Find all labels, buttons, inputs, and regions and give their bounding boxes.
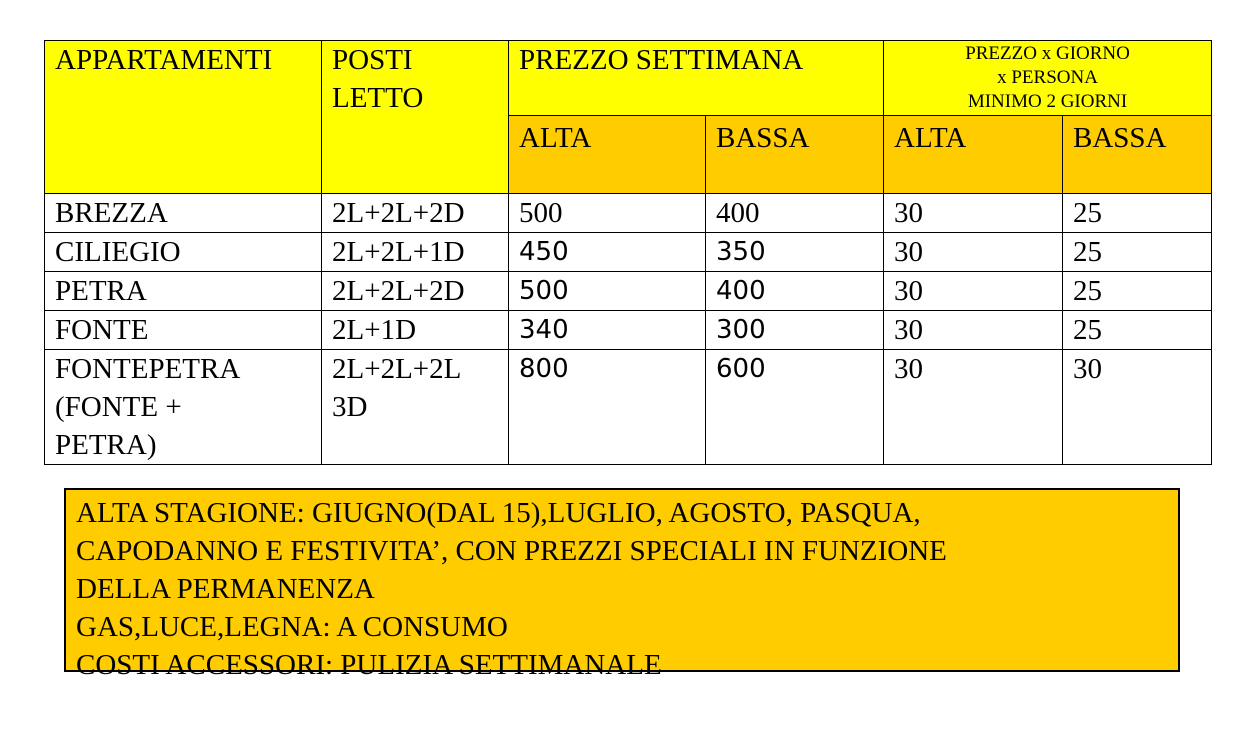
table-row	[45, 311, 1212, 350]
notes-line: DELLA PERMANENZA	[76, 573, 375, 605]
day-high-price: 30	[884, 350, 1063, 465]
beds-value: 2L+2L+2D	[322, 272, 509, 311]
apartment-name-line2: (FONTE +	[55, 391, 182, 423]
day-high-price: 30	[884, 233, 1063, 272]
price-table	[44, 40, 1212, 465]
week-high-price: 450	[509, 233, 706, 272]
header-beds-line2: LETTO	[332, 82, 424, 114]
subheader-week-low: BASSA	[706, 116, 884, 194]
apartment-name: CILIEGIO	[45, 233, 322, 272]
week-low-price: 600	[706, 350, 884, 465]
day-low-price: 30	[1063, 350, 1212, 465]
header-day-price	[884, 41, 1212, 116]
notes-line: CAPODANNO E FESTIVITA’, CON PREZZI SPECIALI IN FUNZIONE	[76, 535, 947, 567]
subheader-day-low: BASSA	[1063, 116, 1212, 194]
header-apartments: APPARTAMENTI	[45, 41, 322, 194]
table-row	[45, 233, 1212, 272]
apartment-name: PETRA	[45, 272, 322, 311]
week-low-price: 300	[706, 311, 884, 350]
beds-value: 2L+2L+2D	[322, 194, 509, 233]
table-row	[45, 350, 1212, 465]
week-high-price: 500	[509, 272, 706, 311]
beds-value-line1: 2L+2L+2L	[332, 353, 462, 385]
apartment-name	[45, 350, 322, 465]
notes-line: ALTA STAGIONE: GIUGNO(DAL 15),LUGLIO, AGOSTO, PASQUA,	[76, 497, 921, 529]
day-high-price: 30	[884, 311, 1063, 350]
week-high-price: 500	[509, 194, 706, 233]
header-day-price-line1: PREZZO x GIORNO	[965, 43, 1130, 64]
header-day-price-line3: MINIMO 2 GIORNI	[967, 91, 1128, 112]
week-high-price: 800	[509, 350, 706, 465]
notes-line: COSTI ACCESSORI: PULIZIA SETTIMANALE	[76, 649, 662, 681]
day-low-price: 25	[1063, 233, 1212, 272]
day-low-price: 25	[1063, 194, 1212, 233]
header-beds-line1: POSTI	[332, 44, 413, 76]
season-notes-box	[64, 488, 1180, 681]
beds-value-line2: 3D	[332, 391, 368, 423]
week-low-price: 400	[706, 194, 884, 233]
day-low-price: 25	[1063, 311, 1212, 350]
day-high-price: 30	[884, 272, 1063, 311]
beds-value: 2L+1D	[322, 311, 509, 350]
apartment-name: FONTE	[45, 311, 322, 350]
notes-line: GAS,LUCE,LEGNA: A CONSUMO	[76, 611, 508, 643]
beds-value: 2L+2L+1D	[322, 233, 509, 272]
apartment-name-line3: PETRA)	[55, 429, 157, 461]
apartment-name: BREZZA	[45, 194, 322, 233]
header-beds	[322, 41, 509, 194]
week-low-price: 400	[706, 272, 884, 311]
day-low-price: 25	[1063, 272, 1212, 311]
table-row	[45, 194, 1212, 233]
apartment-name-line1: FONTEPETRA	[55, 353, 241, 385]
header-row	[45, 41, 1212, 116]
header-week-price: PREZZO SETTIMANA	[509, 41, 884, 116]
subheader-day-high: ALTA	[884, 116, 1063, 194]
day-high-price: 30	[884, 194, 1063, 233]
week-low-price: 350	[706, 233, 884, 272]
header-day-price-line2: x PERSONA	[997, 67, 1098, 88]
table-row	[45, 272, 1212, 311]
beds-value	[322, 350, 509, 465]
week-high-price: 340	[509, 311, 706, 350]
subheader-week-high: ALTA	[509, 116, 706, 194]
